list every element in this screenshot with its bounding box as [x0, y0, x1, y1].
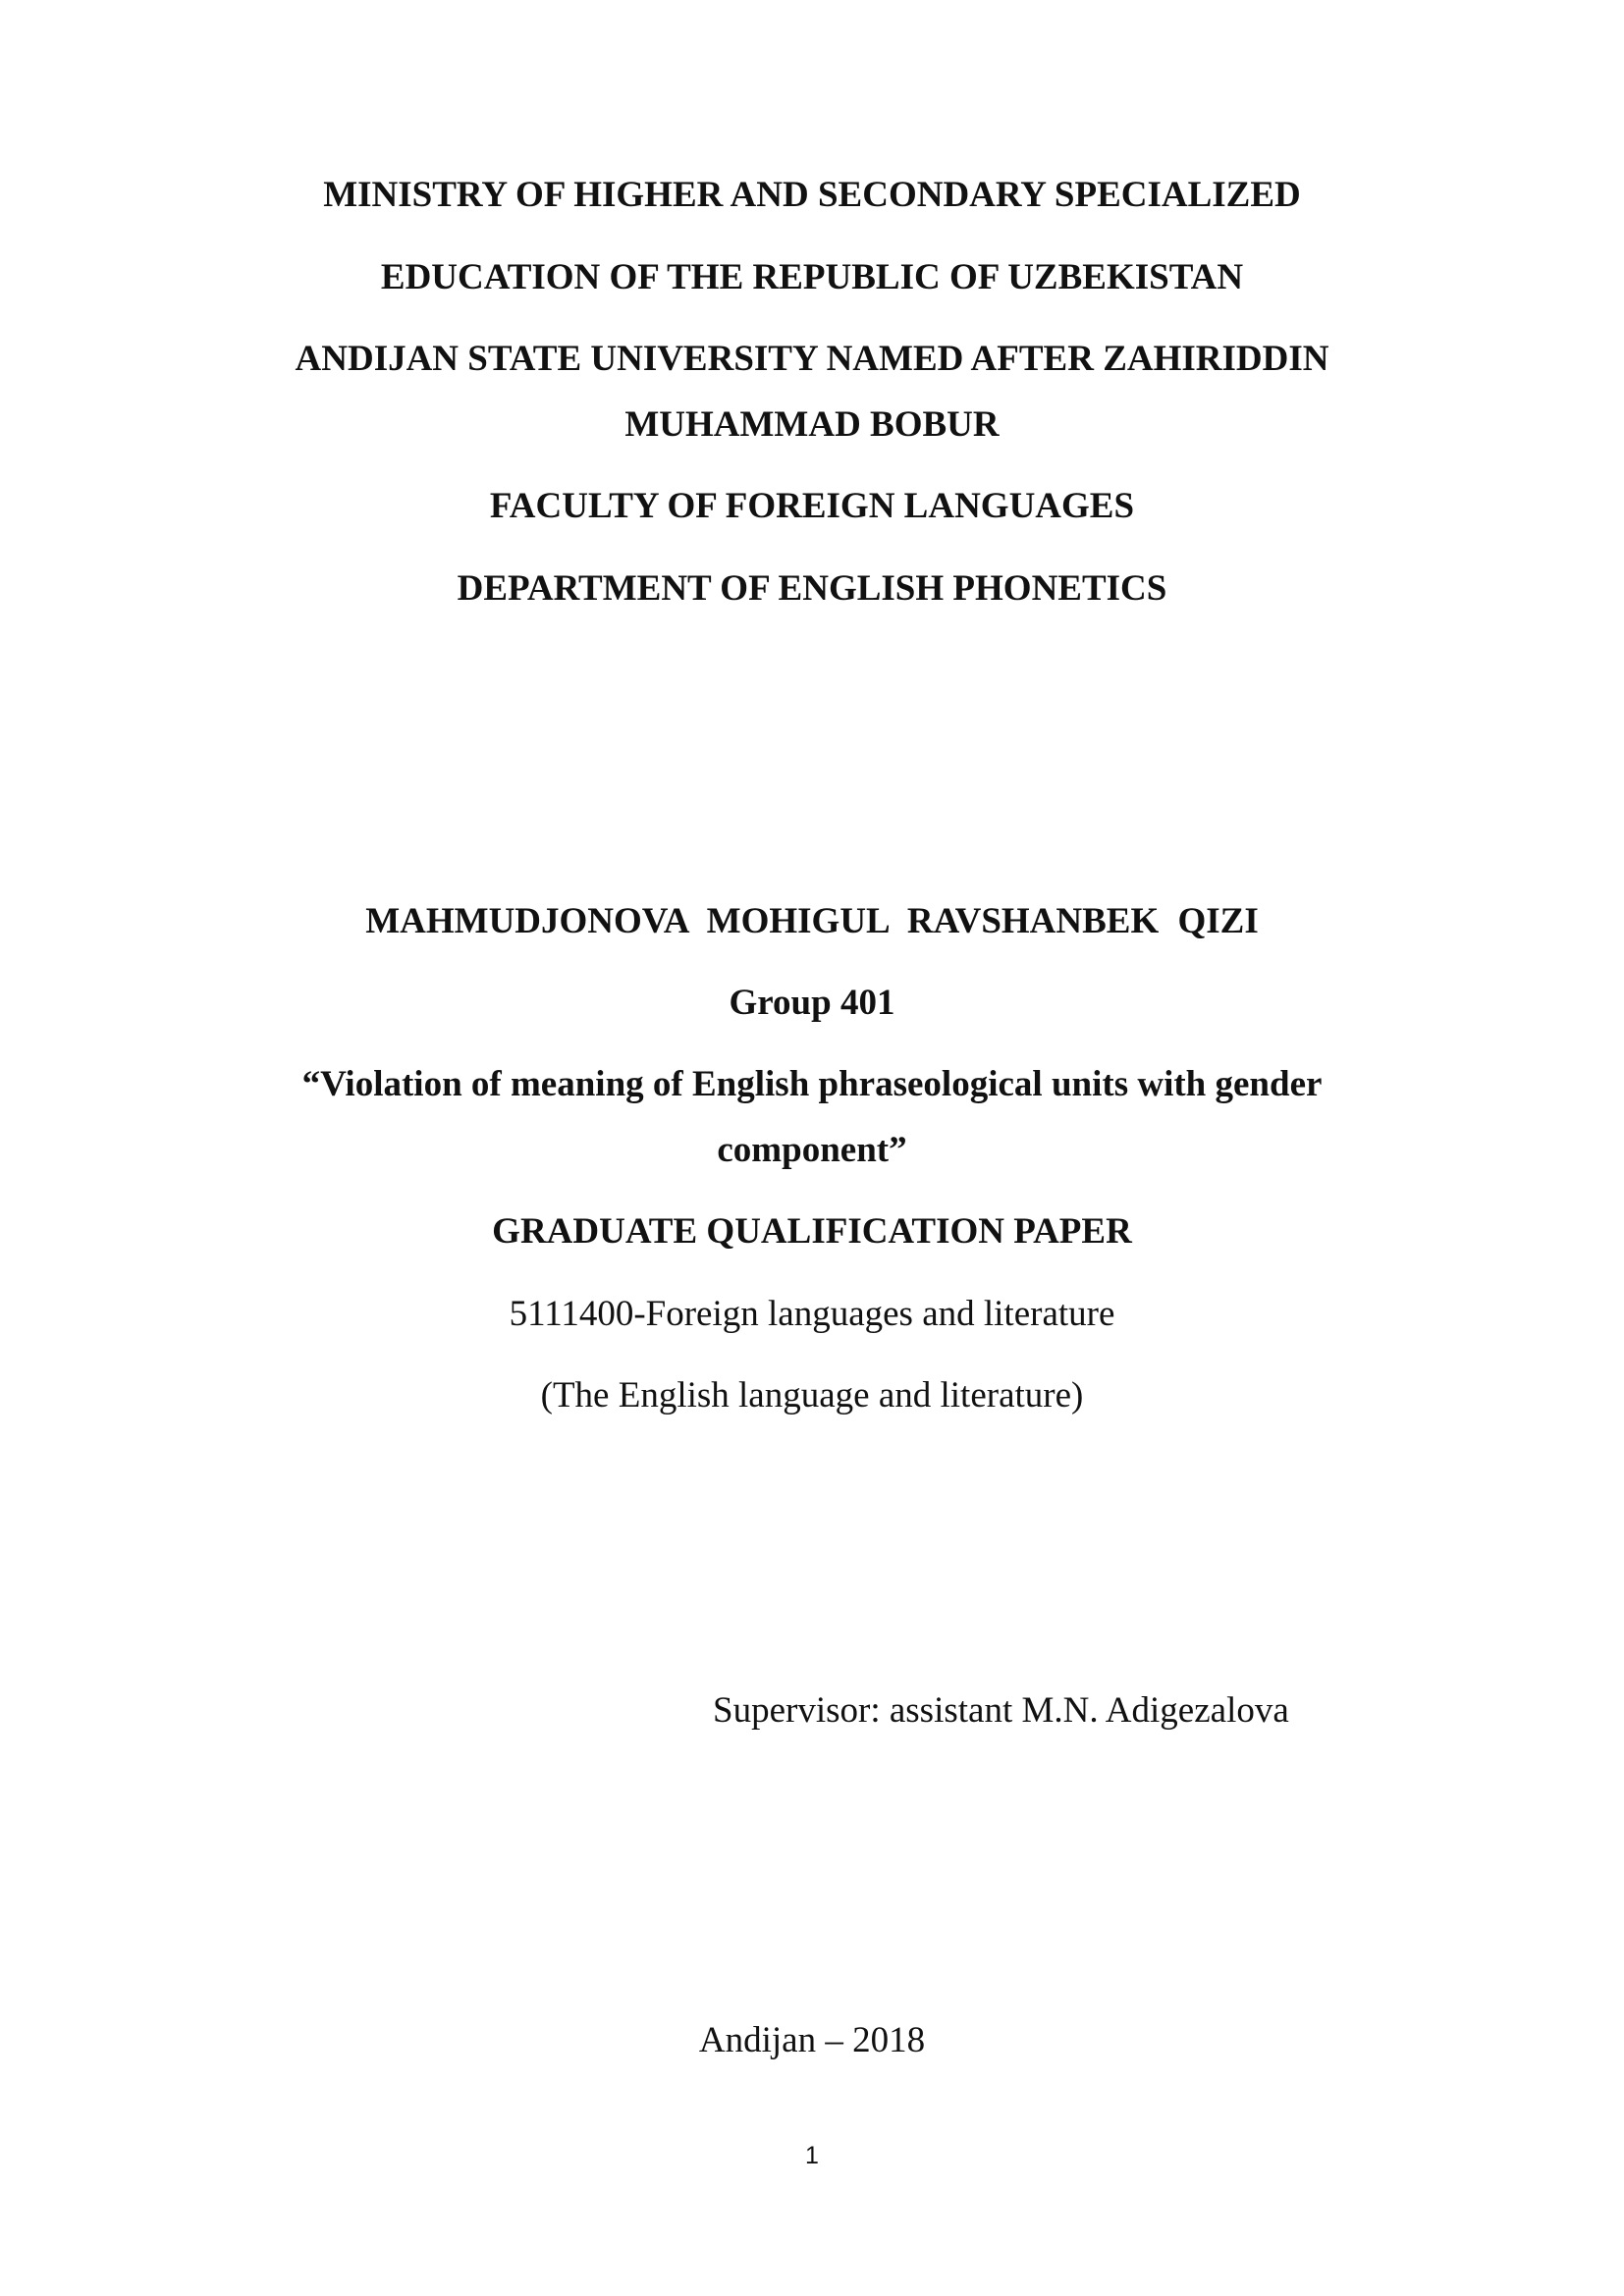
- ministry-line-2: EDUCATION OF THE REPUBLIC OF UZBEKISTAN: [380, 257, 1244, 297]
- page-number: 1: [805, 2142, 819, 2169]
- supervisor-line: Supervisor: assistant M.N. Adigezalova: [713, 1690, 1289, 1731]
- university-line-2: MUHAMMAD BOBUR: [624, 404, 1000, 445]
- author-name: MAHMUDJONOVA MOHIGUL RAVSHANBEK QIZI: [365, 901, 1259, 941]
- thesis-title-line-1: “Violation of meaning of English phraseological units with gender: [301, 1064, 1323, 1104]
- faculty-name: FACULTY OF FOREIGN LANGUAGES: [489, 486, 1135, 526]
- group-number: Group 401: [729, 983, 895, 1023]
- place-and-year: Andijan – 2018: [698, 2020, 926, 2060]
- specialty-code: 5111400-Foreign languages and literature: [509, 1294, 1115, 1334]
- paper-type: GRADUATE QUALIFICATION PAPER: [492, 1211, 1132, 1252]
- thesis-title-line-2: component”: [717, 1130, 907, 1170]
- ministry-line-1: MINISTRY OF HIGHER AND SECONDARY SPECIALIZED: [323, 175, 1301, 215]
- specialty-note: (The English language and literature): [540, 1375, 1084, 1415]
- department-name: DEPARTMENT OF ENGLISH PHONETICS: [457, 568, 1167, 609]
- university-line-1: ANDIJAN STATE UNIVERSITY NAMED AFTER ZAHIRIDDIN: [295, 339, 1329, 379]
